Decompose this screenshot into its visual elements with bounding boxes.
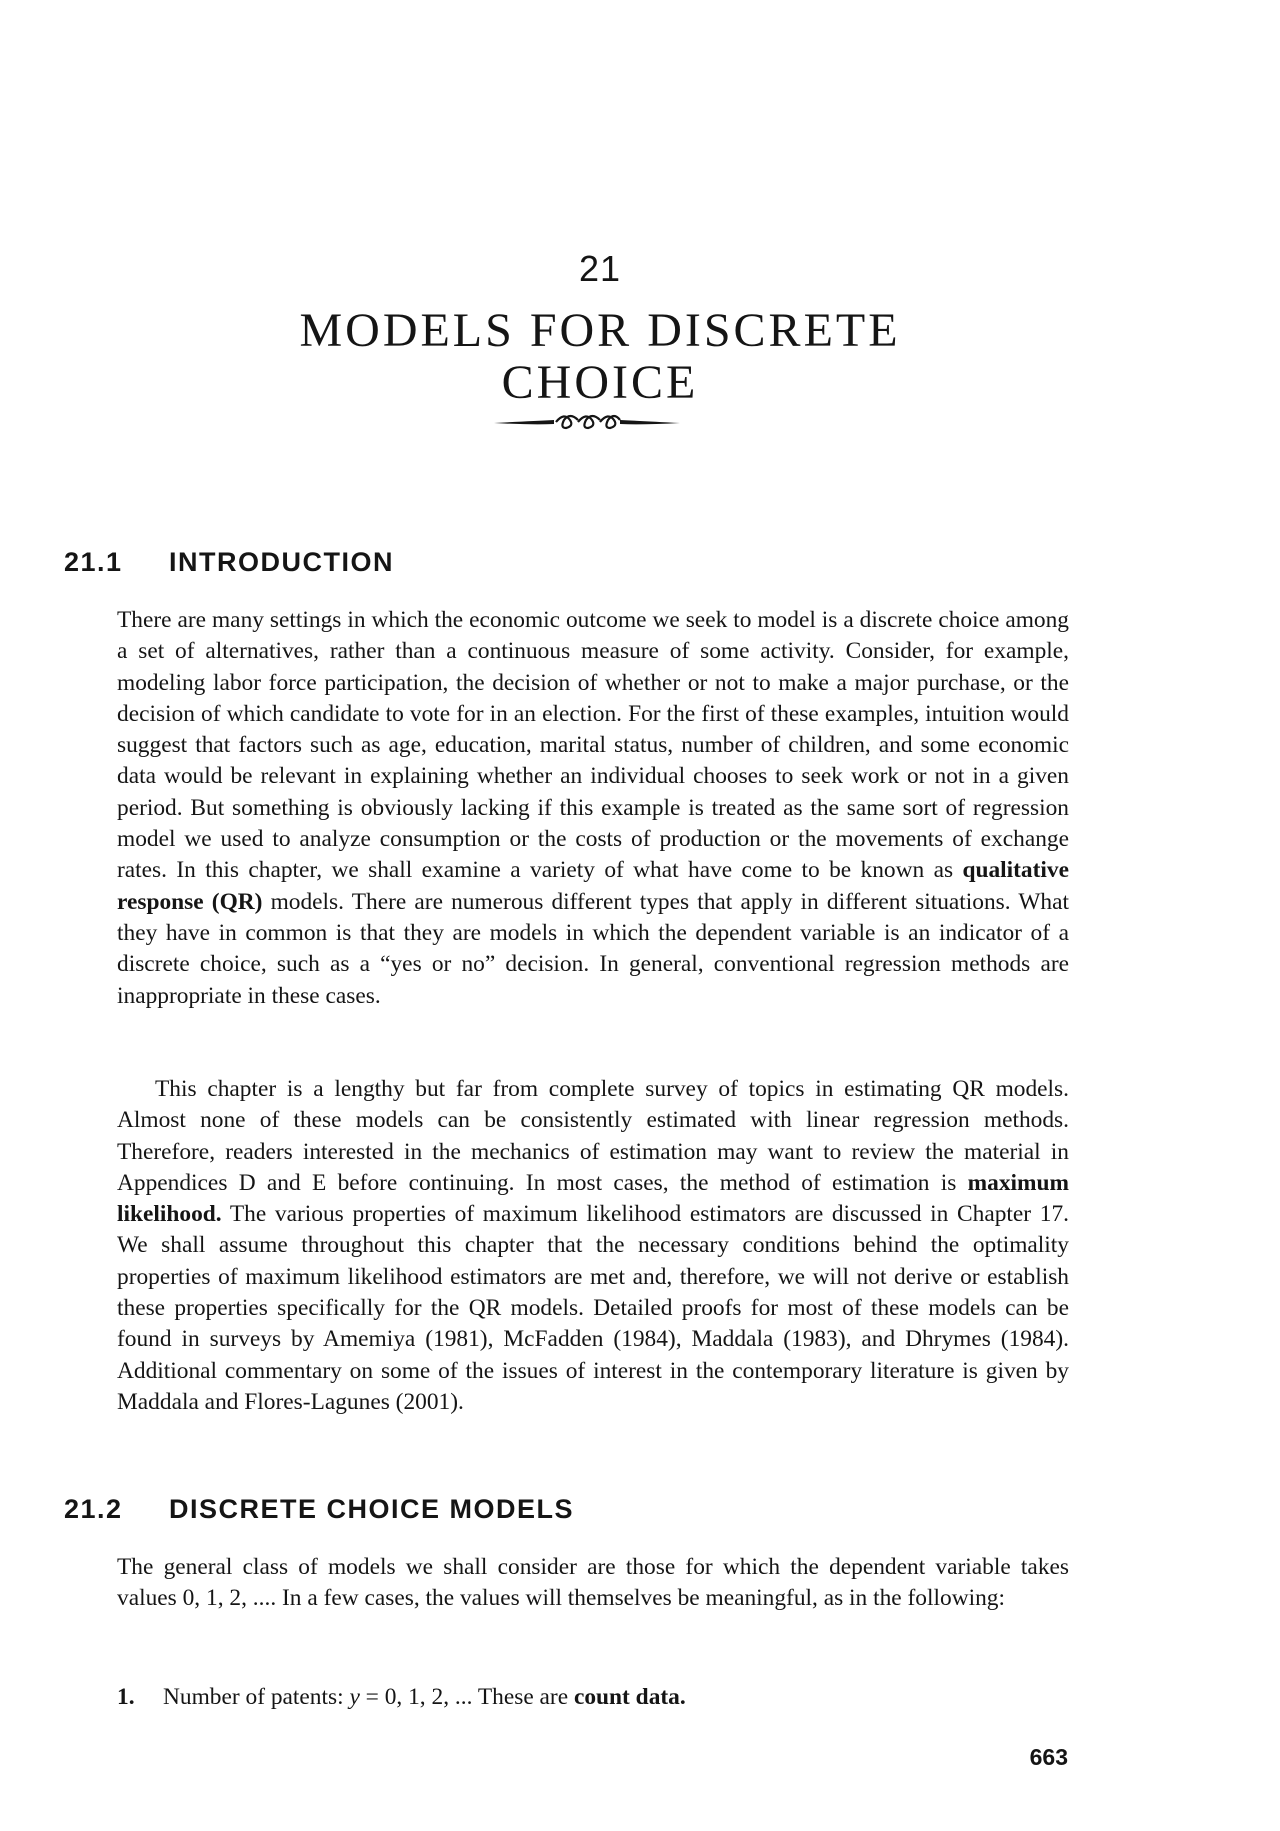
intro-p2-text-b: The various properties of maximum likelihood estimators are discussed in Chapter 17. We shall assume throughout this chapter that the necessary conditions behind the optimality properties of maximum likelihood estimators are met and, therefore, we will not derive or establish these properties specifically for the QR models. Detailed proofs for most of these models can be found in surveys by Amemiya (1981), McFadden (1984), Maddala (1983), and Dhrymes (1984). Additional commentary on some of the issues of interest in the contemporary literature is given by Maddala and Flores-Lagunes (2001). <box>117 1201 1069 1415</box>
chapter-title-line-2: CHOICE <box>501 356 699 409</box>
section-heading-introduction <box>64 547 394 578</box>
section-title: INTRODUCTION <box>169 547 394 577</box>
chapter-title-line-1: MODELS FOR DISCRETE <box>299 304 901 357</box>
intro-p1-text-b: models. There are numerous different types that apply in different situations. What they have in common is that they are models in which the dependent variable is an indicator of a discrete choice, such as a “yes or no” decision. In general, conventional regression methods are inappropriate in these cases. <box>117 888 1069 1009</box>
chapter-title <box>0 305 1200 409</box>
list-marker: 1. <box>117 1684 135 1710</box>
section-number: 21.1 <box>64 547 123 577</box>
intro-p1-text-a: There are many settings in which the economic outcome we seek to model is a discrete choice among a set of alternatives, rather than a continuous measure of some activity. Consider, for example, modeling labor force participation, the decision of whether or not to make a major purchase, or the decision of which candidate to vote for in an election. For the first of these examples, intuition would suggest that factors such as age, education, marital status, number of children, and some economic data would be relevant in explaining whether an individual chooses to seek work or not in a given period. But something is obviously lacking if this example is treated as the same sort of regression model we used to analyze consumption or the costs of production or the movements of exchange rates. In this chapter, we shall examine a variety of what have come to be known as <box>117 607 1069 884</box>
intro-p2-text-a: This chapter is a lengthy but far from complete survey of topics in estimating QR models. Almost none of these models can be consistently estimated with linear regression methods. Therefore, readers interested in the mechanics of estimation may want to review the material in Appendices D and E before continuing. In most cases, the method of estimation is <box>117 1076 1069 1196</box>
intro-p1-bold-term: qualitative response (QR) <box>117 857 1069 915</box>
list-item-variable: y <box>349 1684 360 1710</box>
section-heading-discrete-choice-models <box>64 1494 574 1525</box>
intro-p2-bold-term: maximum likelihood. <box>117 1169 1069 1228</box>
section-title: DISCRETE CHOICE MODELS <box>169 1494 575 1524</box>
list-item-text-a: Number of patents: <box>163 1684 350 1710</box>
intro-paragraph-2 <box>117 1074 1069 1418</box>
page-number: 663 <box>1029 1744 1068 1770</box>
list-item <box>117 1682 1069 1713</box>
chapter-number: 21 <box>578 248 622 289</box>
discrete-paragraph-1: The general class of models we shall consider are those for which the dependent variable takes values 0, 1, 2, .... In a few cases, the values will themselves be meaningful, as in the following: <box>117 1554 1069 1612</box>
ornament-flourish-icon <box>492 408 682 434</box>
list-item-text-b: = 0, 1, 2, ... These are <box>359 1684 574 1710</box>
section-number: 21.2 <box>64 1494 123 1524</box>
intro-paragraph-1 <box>117 605 1069 1012</box>
list-item-bold-term: count data. <box>573 1684 686 1710</box>
